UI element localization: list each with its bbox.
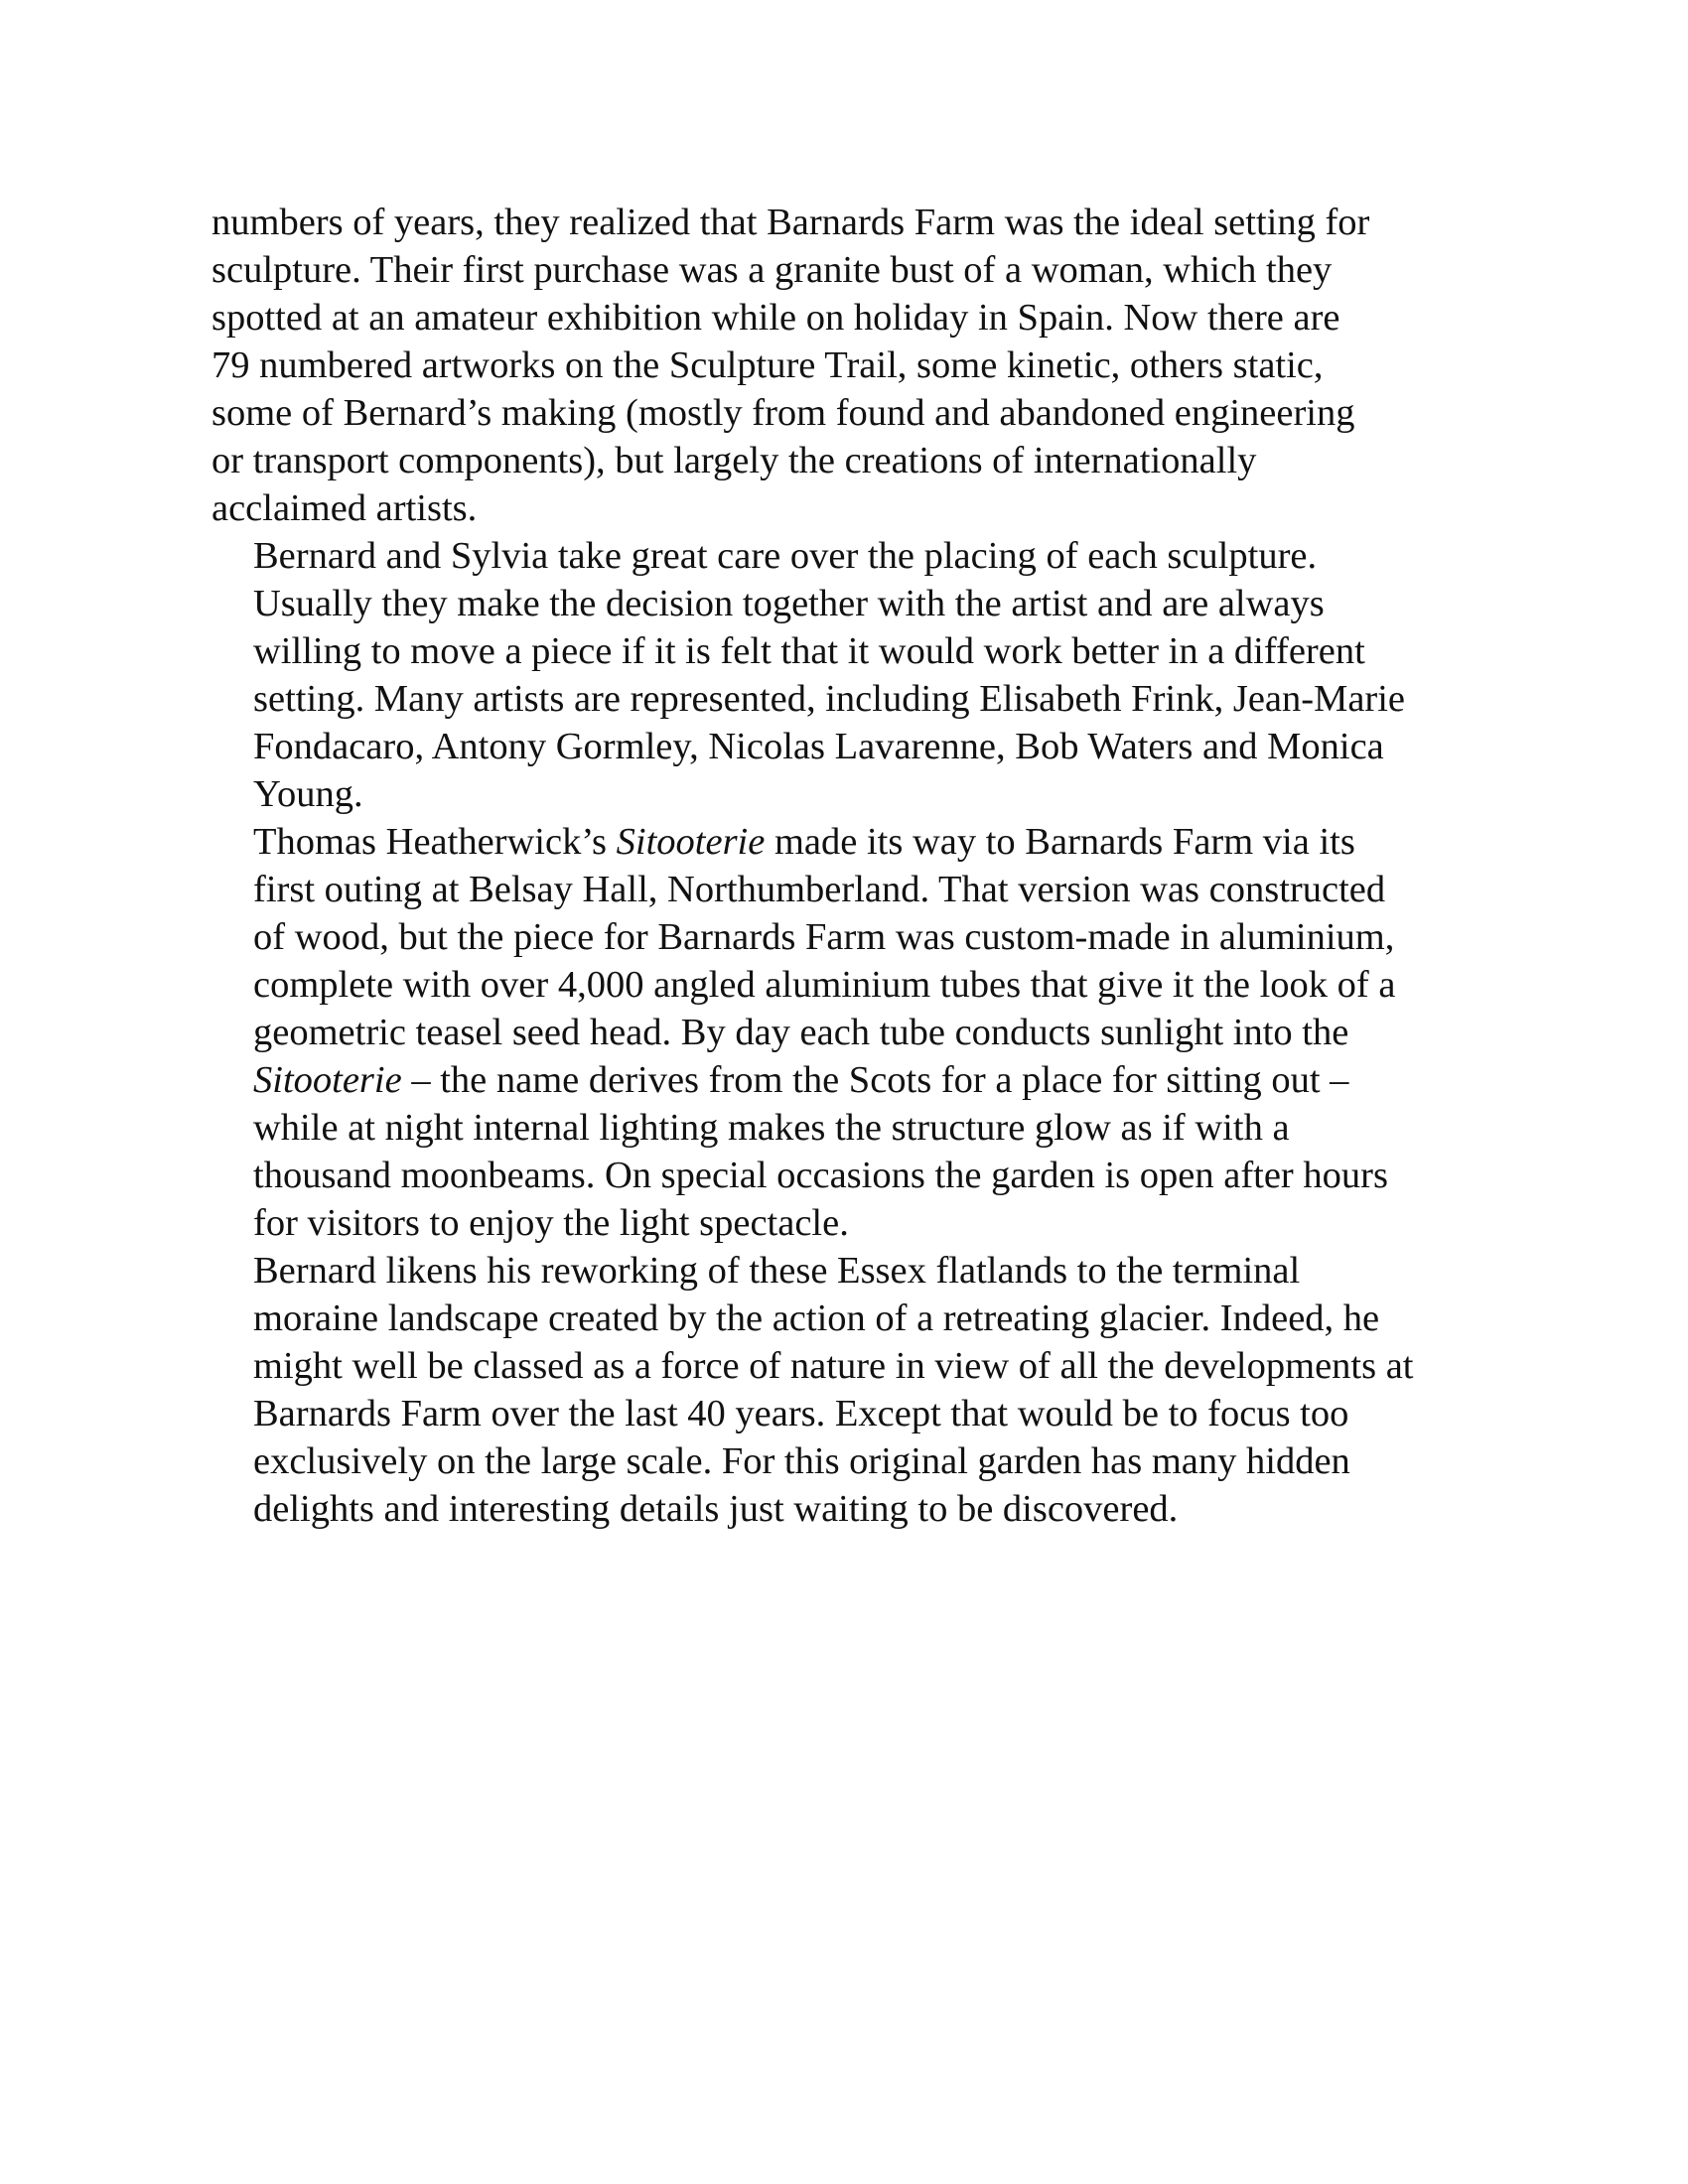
text-segment: complete with over 4,000 angled aluminium tubes that give it the look of a [253,964,1396,1006]
text-segment: made its way to Barnards Farm via its [765,821,1355,863]
text-line [211,913,1482,961]
text-line [211,580,1482,627]
text-line [211,294,1482,341]
text-line [211,770,1482,818]
text-segment: or transport components), but largely the creations of internationally [211,440,1257,481]
text-line [211,1152,1482,1199]
text-line [211,246,1482,294]
text-segment: acclaimed artists. [211,487,478,529]
text-segment: geometric teasel seed head. By day each tube conducts sunlight into the [253,1012,1349,1053]
text-segment: thousand moonbeams. On special occasions the garden is open after hours [253,1155,1388,1196]
text-line [211,199,1482,246]
text-segment: Bernard likens his reworking of these Essex flatlands to the terminal [253,1250,1301,1292]
text-segment: Usually they make the decision together with the artist and are always [253,583,1325,624]
text-segment: Bernard and Sylvia take great care over the placing of each sculpture. [253,535,1318,577]
body-paragraph [211,199,1482,532]
text-line [211,1295,1482,1342]
text-segment: might well be classed as a force of nature in view of all the developments at [253,1345,1414,1387]
text-line [211,1056,1482,1104]
text-line [211,389,1482,437]
text-segment: Fondacaro, Antony Gormley, Nicolas Lavarenne, Bob Waters and Monica [253,726,1384,767]
text-line [211,866,1482,913]
text-line [211,437,1482,484]
text-segment: 79 numbered artworks on the Sculpture Trail, some kinetic, others static, [211,344,1324,386]
italic-title: Sitooterie [616,821,766,863]
body-paragraph [211,1247,1482,1533]
text-line [211,1199,1482,1247]
body-paragraph [211,818,1482,1247]
text-line [211,1247,1482,1295]
text-segment: numbers of years, they realized that Barnards Farm was the ideal setting for [211,202,1370,243]
text-line [211,1104,1482,1152]
text-segment: moraine landscape created by the action of a retreating glacier. Indeed, he [253,1297,1380,1339]
text-segment: delights and interesting details just waiting to be discovered. [253,1488,1179,1530]
text-segment: Barnards Farm over the last 40 years. Except that would be to focus too [253,1393,1349,1434]
document-page [211,199,1482,1533]
text-line [211,675,1482,723]
text-segment: setting. Many artists are represented, including Elisabeth Frink, Jean-Marie [253,678,1406,720]
text-segment: Thomas Heatherwick’s [253,821,617,863]
text-line [211,723,1482,770]
text-segment: for visitors to enjoy the light spectacle. [253,1202,849,1244]
text-segment: willing to move a piece if it is felt that it would work better in a different [253,630,1365,672]
text-line [211,627,1482,675]
text-segment: first outing at Belsay Hall, Northumberland. That version was constructed [253,869,1386,910]
text-line [211,1437,1482,1485]
text-line [211,961,1482,1009]
text-line [211,532,1482,580]
text-line [211,341,1482,389]
italic-title: Sitooterie [253,1059,402,1101]
text-segment: while at night internal lighting makes the structure glow as if with a [253,1107,1290,1149]
text-segment: – the name derives from the Scots for a place for sitting out – [401,1059,1349,1101]
text-line [211,1342,1482,1390]
text-segment: sculpture. Their first purchase was a granite bust of a woman, which they [211,249,1333,291]
text-segment: Young. [253,773,363,815]
text-line [211,1390,1482,1437]
text-segment: spotted at an amateur exhibition while on holiday in Spain. Now there are [211,297,1340,339]
text-segment: some of Bernard’s making (mostly from found and abandoned engineering [211,392,1355,434]
text-line [211,818,1482,866]
text-segment: exclusively on the large scale. For this original garden has many hidden [253,1440,1350,1482]
text-segment: of wood, but the piece for Barnards Farm was custom-made in aluminium, [253,916,1395,958]
text-line [211,1485,1482,1533]
text-line [211,1009,1482,1056]
text-line [211,484,1482,532]
body-paragraph [211,532,1482,818]
